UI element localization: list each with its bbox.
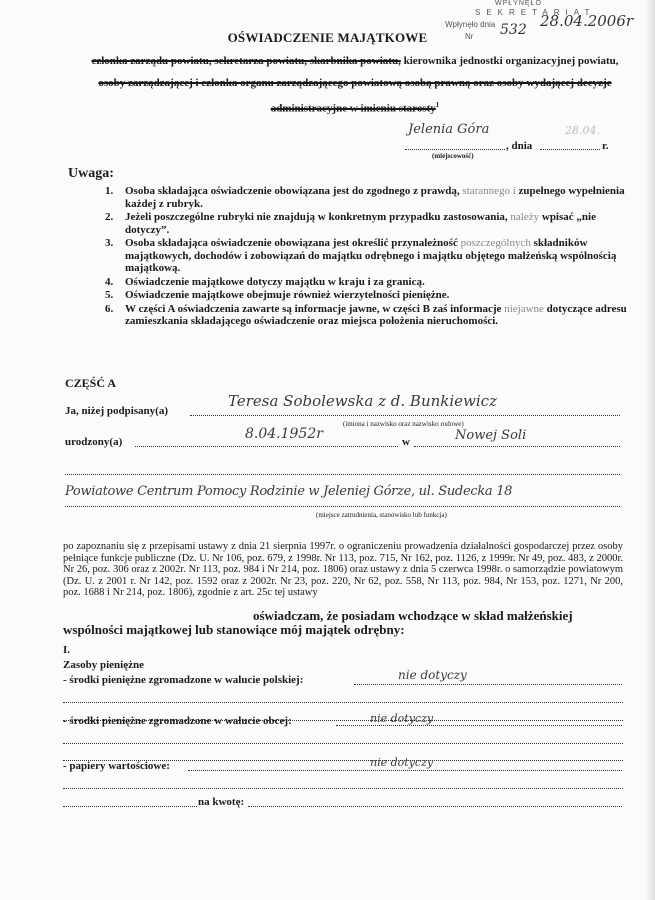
note-item: 1. Osoba składająca oświadczenie obowiązana jest do zgodnego z prawdą, starannego i zupełnego wypełnienia każdej z rubryk. [105,185,625,210]
stamp-line-3: Wpłynęło dnia [445,20,496,29]
amount-dotted-line [63,806,197,807]
w-label: w [402,436,410,448]
securities-dotted-line [188,770,622,771]
intro-struck-2: osoby zarządzającej i członka organu zarządzającego powiatową osobą prawną oraz osoby wydającej decyzje administracyjne w imieniu starosty [98,77,612,115]
employment-dotted-line [65,506,620,507]
pln-funds-handwritten: nie dotyczy [398,668,467,682]
birthdate-handwritten: 8.04.1952r [245,426,323,442]
note-item: 5. Oświadczenie majątkowe obejmuje również wierzytelności pieniężne. [105,289,450,301]
declaration-statement: oświadczam, że posiadam wchodzące w skład małżeńskiej wspólności majątkowej lub stanowiące mój majątek odrębny: [63,608,573,637]
intro-footnote: 1 [435,101,440,109]
name-handwritten: Teresa Sobolewska z d. Bunkiewicz [228,392,497,410]
dotted-line [63,702,623,703]
stamp-line-1: WPŁYNĘŁO [495,0,542,7]
notes-list [103,185,628,329]
stamp-date: 28.04.2006r [540,12,634,30]
place-date-handwritten: 28.04. [565,124,600,137]
foreign-funds-handwritten: nie dotyczy [370,712,434,725]
place-handwritten: Jelenia Góra [408,122,490,137]
dotted-line [63,788,623,789]
securities-handwritten: nie dotyczy [370,756,434,769]
legal-basis-paragraph: po zapoznaniu się z przepisami ustawy z dnia 21 sierpnia 1997r. o ograniczeniu prowadzenia działalności gospodarczej przez osoby pełniące funkcje publiczne (Dz. U. Nr 106, poz. 679, z 1998r. Nr 113, poz. 715, Nr 162, poz. 1126, z 1999r. Nr 49, poz. 483, z 2000r. Nr 26, poz. 306 oraz z 2002r. Nr 113, poz. 984 i Nr 214, poz. 1806) oraz ustawy z dnia 5 czerwca 1998r. o samorządzie powiatowym (Dz. U. z 2001 r. Nr 142, poz. 1592 oraz z 2002r. Nr 23, poz. 220, Nr 62, poz. 558, Nr 113, poz. 984, Nr 153, poz. 1271, Nr 200, poz. 1688 i Nr 214, poz. 1806), zgodnie z art. 25c tej ustawy [63,541,623,599]
note-item: 6. W części A oświadczenia zawarte są informacje jawne, w części B zaś informacje niejawne dotyczące adresu zamieszkania składającego oświadczenie oraz miejsca położenia nieruchomości. [105,302,627,327]
birthplace-handwritten: Nowej Soli [455,428,527,443]
employment-handwritten: Powiatowe Centrum Pomocy Rodzinie w Jeleniej Górze, ul. Sudecka 18 [65,484,513,499]
section-1-number: I. [63,644,71,656]
urodzony-label: urodzony(a) [65,436,123,448]
intro-text [80,50,630,120]
place-dotted-line [405,149,505,150]
foreign-funds-label: - środki pieniężne zgromadzone w walucie obcej: [63,715,292,727]
foreign-funds-dotted-line [336,725,622,726]
dnia-label: , dnia [506,140,533,152]
ja-label: Ja, niżej podpisany(a) [65,405,168,417]
note-item: 4. Oświadczenie majątkowe dotyczy majątku w kraju i za granicą. [105,275,425,288]
birthplace-dotted-line [414,446,620,447]
name-caption: (imiona i nazwisko oraz nazwisko rodowe) [343,420,464,428]
pln-funds-label: - środki pieniężne zgromadzone w walucie polskiej: [63,674,304,686]
stamp-nr: 532 [500,22,527,38]
scan-edge [647,0,655,900]
stamp-nr-label: Nr [465,32,474,41]
intro-kept-1: kierownika jednostki organizacyjnej powiatu, [400,55,619,67]
amount-label: na kwotę: [198,796,245,808]
part-a-heading: CZĘŚĆ A [65,376,117,390]
securities-label: - papiery wartościowe: [63,760,170,772]
dotted-line [63,743,623,744]
note-item: 3. Osoba składająca oświadczenie obowiązana jest określić przynależność poszczególnych składników majątkowych, dochodów i zobowiązań do majątku odrębnego i majątku objętego małżeńską wspólnością majątkową. [105,237,617,274]
section-1-heading: Zasoby pieniężne [63,659,144,671]
place-caption: (miejscowość) [432,152,474,160]
stamp-line-2: SEKRETARIAT [475,8,596,17]
birthdate-dotted-line [135,446,398,447]
r-label: r. [602,140,609,152]
note-item: 2. Jeżeli poszczególne rubryki nie znajdują w konkretnym przypadku zastosowania, należy wpisać „nie dotyczy”. [105,211,596,236]
blank-dotted-line [65,474,620,475]
intro-struck-1: członka zarządu powiatu, sekretarza powiatu, skarbnika powiatu, [91,55,401,67]
amount-value-dotted-line [248,806,622,807]
document-title: OŚWIADCZENIE MAJĄTKOWE [227,30,428,45]
uwaga-heading: Uwaga: [68,166,114,181]
date-dotted-line [540,149,600,150]
employment-caption: (miejsce zatrudnienia, stanowisko lub funkcja) [316,511,447,519]
name-dotted-line [190,415,620,416]
pln-funds-dotted-line [354,684,622,685]
